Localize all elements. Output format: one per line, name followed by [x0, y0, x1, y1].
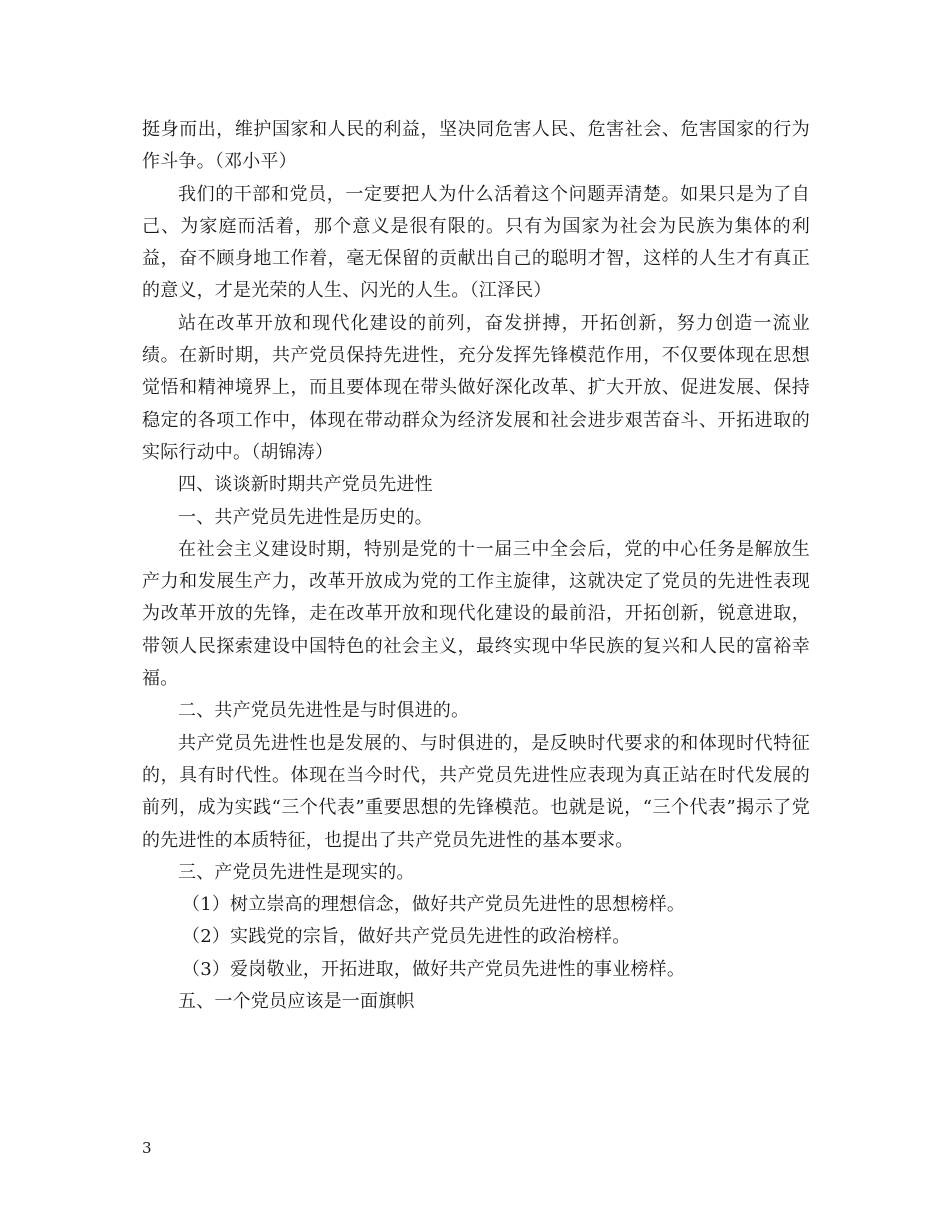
section-heading-four: 四、谈谈新时期共产党员先进性: [178, 474, 433, 496]
page-body: [142, 114, 810, 1018]
list-item-3: （3）爱岗敬业，开拓进取，做好共产党员先进性的事业榜样。: [182, 958, 686, 980]
subheading-historical: 一、共产党员先进性是历史的。: [178, 506, 433, 528]
page-number: 3: [142, 1139, 152, 1157]
paragraph-advancing-with-times: 共产党员先进性也是发展的、与时俱进的，是反映时代要求的和体现时代特征的，具有时代性。体现在当今时代，共产党员先进性应表现为真正站在时代发展的前列，成为实践“三个代表”重要思想的先锋模范。也就是说，“三个代表”揭示了党的先进性的本质特征，也提出了共产党员先进性的基本要求。: [142, 732, 810, 851]
paragraph-hu-jintao-quote: 站在改革开放和现代化建设的前列，奋发拼搏，开拓创新，努力创造一流业绩。在新时期，共产党员保持先进性，充分发挥先锋模范作用，不仅要体现在思想觉悟和精神境界上，而且要体现在带头做好深化改革、扩大开放、促进发展、保持稳定的各项工作中，体现在带动群众为经济发展和社会进步艰苦奋斗、开拓进取的实际行动中。（胡锦涛）: [142, 312, 810, 463]
subheading-advancing-with-times: 二、共产党员先进性是与时俱进的。: [178, 700, 470, 722]
paragraph-deng-xiaoping-quote-end: 挺身而出，维护国家和人民的利益，坚决同危害人民、危害社会、危害国家的行为作斗争。（邓小平）: [142, 119, 810, 173]
paragraph-historical: 在社会主义建设时期，特别是党的十一届三中全会后，党的中心任务是解放生产力和发展生产力，改革开放成为党的工作主旋律，这就决定了党员的先进性表现为改革开放的先锋，走在改革开放和现代化建设的最前沿，开拓创新，锐意进取，带领人民探索建设中国特色的社会主义，最终实现中华民族的复兴和人民的富裕幸福。: [142, 538, 810, 690]
paragraph-jiang-zemin-quote: 我们的干部和党员，一定要把人为什么活着这个问题弄清楚。如果只是为了自己、为家庭而活着，那个意义是很有限的。只有为国家为社会为民族为集体的利益，奋不顾身地工作着，毫无保留的贡献出自己的聪明才智，这样的人生才有真正的意义，才是光荣的人生、闪光的人生。（江泽民）: [142, 183, 810, 302]
subheading-realistic: 三、产党员先进性是现实的。: [178, 861, 415, 883]
list-item-1: （1）树立崇高的理想信念，做好共产党员先进性的思想榜样。: [182, 894, 686, 916]
section-heading-five: 五、一个党员应该是一面旗帜: [178, 991, 415, 1013]
list-item-2: （2）实践党的宗旨，做好共产党员先进性的政治榜样。: [182, 926, 631, 948]
